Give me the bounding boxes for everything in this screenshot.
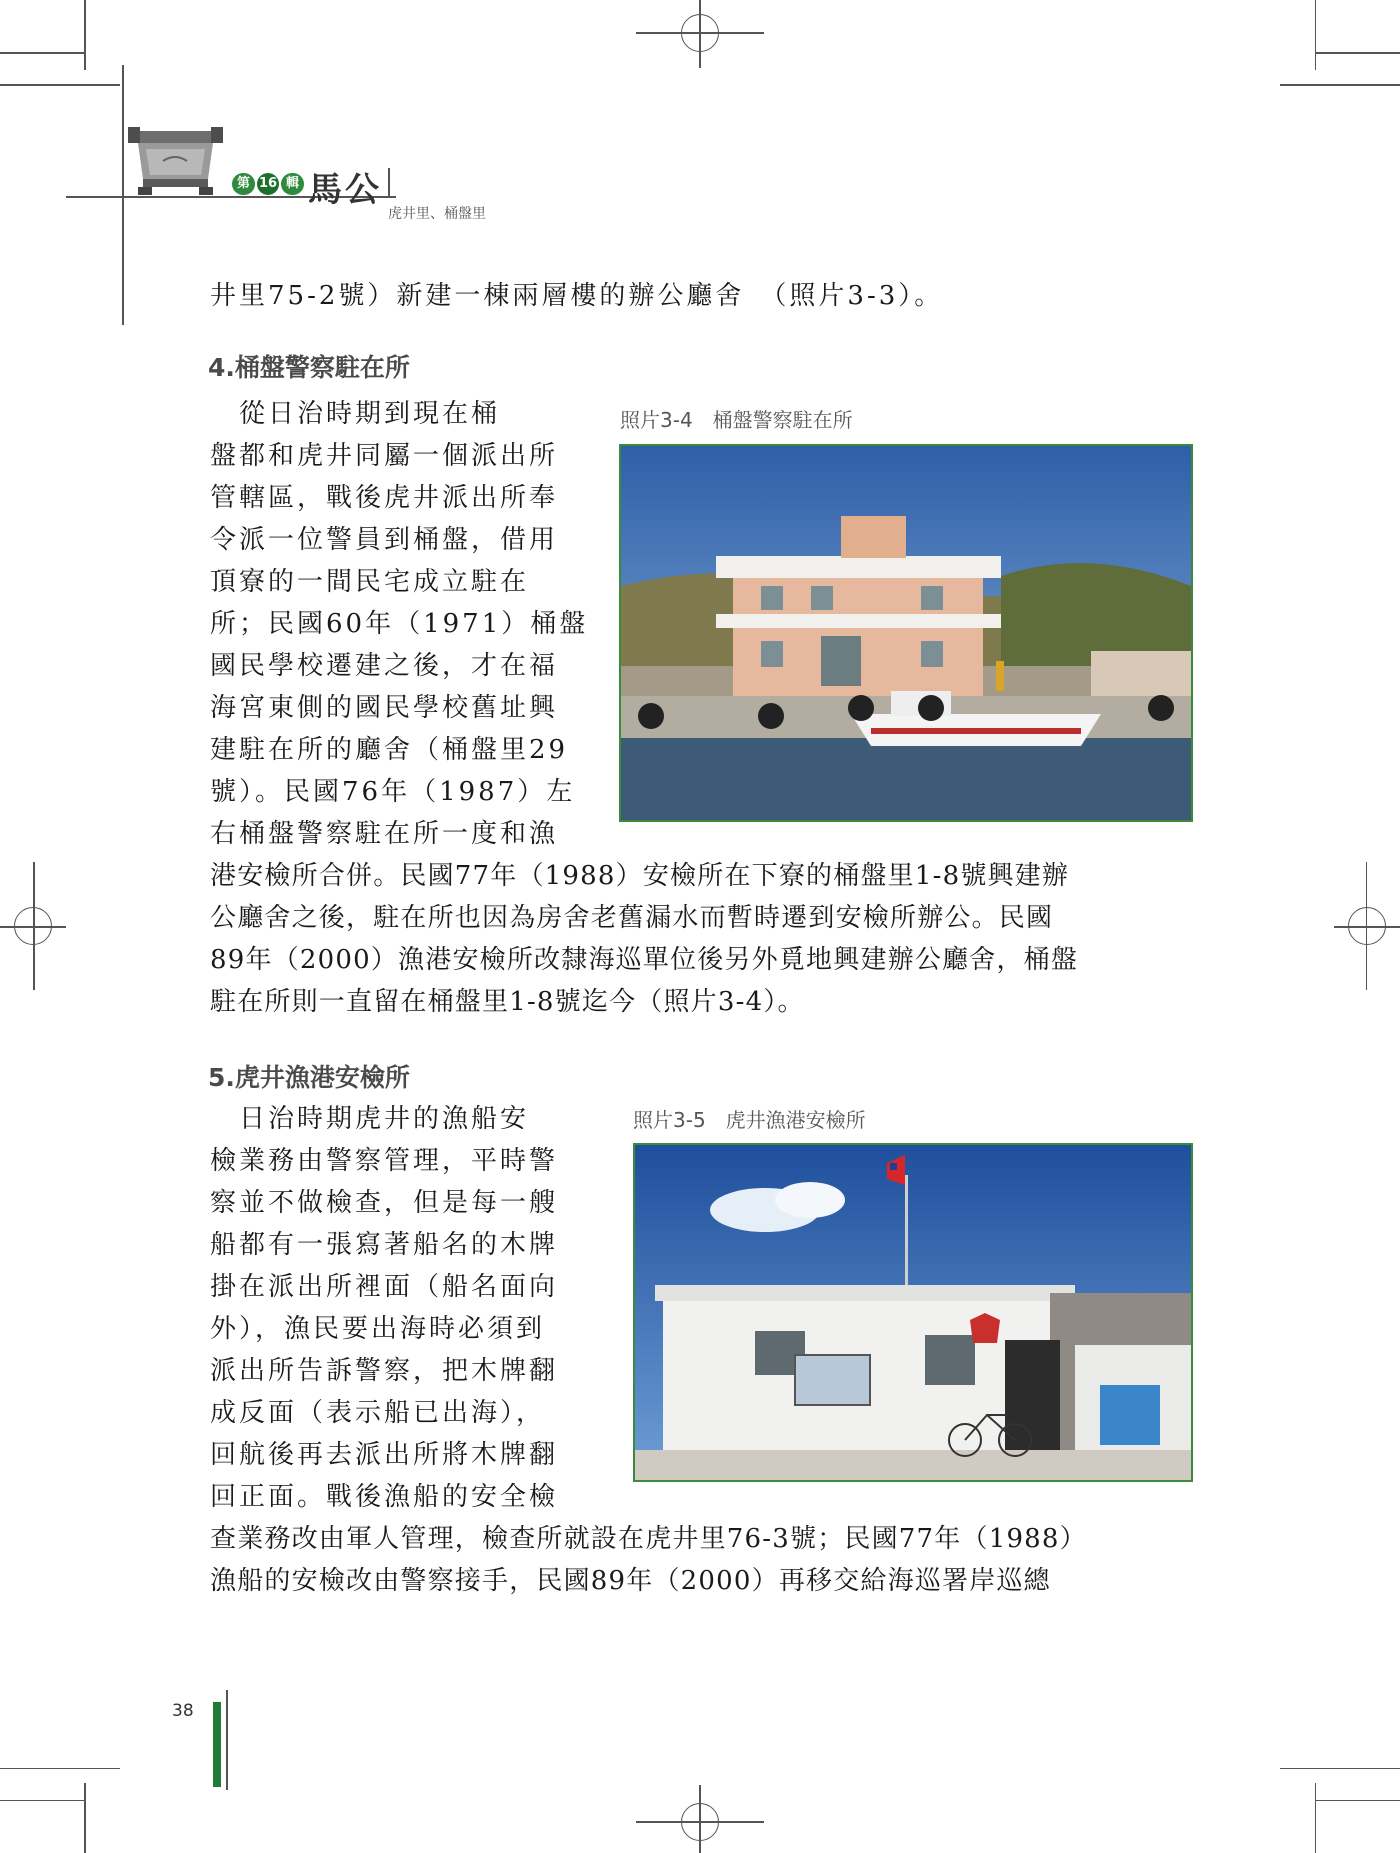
section-4-title: 4.桶盤警察駐在所	[208, 353, 410, 382]
text-line: 檢業務由警察管理，平時警	[210, 1146, 559, 1176]
text-line: 漁船的安檢改由警察接手，民國89年（2000）再移交給海巡署岸巡總	[210, 1566, 1051, 1596]
page-number: 38	[172, 1701, 194, 1721]
photo-caption: 照片3-4 桶盤警察駐在所	[620, 408, 853, 432]
text-line: 號）。民國76年（1987）左	[210, 777, 576, 807]
text-line: 國民學校遷建之後，才在福	[210, 651, 559, 681]
fishing-port-inspection-photo	[633, 1143, 1193, 1482]
text-line: 右桶盤警察駐在所一度和漁	[210, 819, 559, 849]
text-line: 回航後再去派出所將木牌翻	[210, 1440, 559, 1470]
text-line: 掛在派出所裡面（船名面向	[210, 1272, 559, 1302]
text-line: 日治時期虎井的漁船安	[210, 1104, 530, 1134]
text-line: 察並不做檢查，但是每一艘	[210, 1188, 559, 1218]
text-line: 建駐在所的廳舍（桶盤里29	[210, 735, 569, 765]
chapter-number: 16	[257, 173, 279, 195]
text-line: 查業務改由軍人管理，檢查所就設在虎井里76-3號；民國77年（1988）	[210, 1524, 1087, 1554]
chapter-subtitle: 虎井里、桶盤里	[388, 206, 486, 222]
text-line: 所；民國60年（1971）桶盤	[210, 609, 589, 639]
page-divider	[226, 1690, 228, 1790]
text-line: 派出所告訴警察，把木牌翻	[210, 1356, 559, 1386]
text-line: 海宮東側的國民學校舊址興	[210, 693, 559, 723]
text-line: 89年（2000）漁港安檢所改隸海巡單位後另外覓地興建辦公廳舍，桶盤	[210, 945, 1079, 975]
intro-paragraph: 井里75-2號）新建一棟兩層樓的辦公廳舍 （照片3-3）。	[210, 281, 944, 311]
chapter-title: 馬公	[308, 170, 382, 210]
text-line: 令派一位警員到桶盤，借用	[210, 525, 559, 555]
text-line: 從日治時期到現在桶	[210, 399, 501, 429]
text-line: 回正面。戰後漁船的安全檢	[210, 1482, 559, 1512]
chapter-prefix: 第	[232, 173, 255, 195]
text-line: 港安檢所合併。民國77年（1988）安檢所在下寮的桶盤里1-8號興建辦	[210, 861, 1070, 891]
text-line: 船都有一張寫著船名的木牌	[210, 1230, 559, 1260]
text-line: 盤都和虎井同屬一個派出所	[210, 441, 559, 471]
page-accent-bar	[213, 1702, 221, 1787]
text-line: 成反面（表示船已出海），	[210, 1398, 546, 1428]
photo-caption: 照片3-5 虎井漁港安檢所	[633, 1108, 866, 1132]
chapter-suffix: 輯	[281, 173, 304, 195]
text-line: 頂寮的一間民宅成立駐在	[210, 567, 530, 597]
section-5-title: 5.虎井漁港安檢所	[208, 1063, 410, 1092]
text-line: 駐在所則一直留在桶盤里1-8號迄今（照片3-4）。	[210, 987, 805, 1017]
text-line: 外），漁民要出海時必須到	[210, 1314, 546, 1344]
text-line: 管轄區，戰後虎井派出所奉	[210, 483, 559, 513]
police-station-photo	[619, 444, 1193, 822]
chapter-badge	[232, 172, 304, 196]
text-line: 公廳舍之後，駐在所也因為房舍老舊漏水而暫時遷到安檢所辦公。民國	[210, 903, 1054, 933]
stone-mortar-logo-icon	[128, 127, 223, 197]
